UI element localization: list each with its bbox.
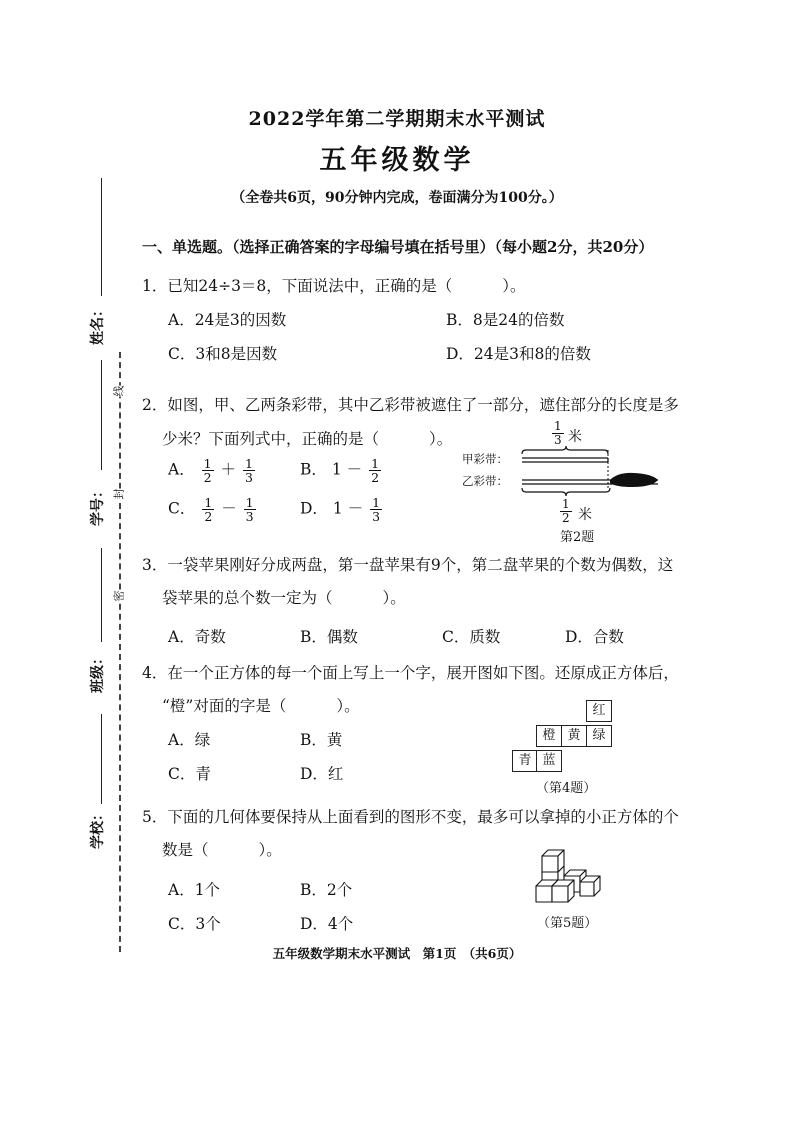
class-label: 班级： (90, 651, 106, 693)
question-5-line2 (162, 838, 282, 860)
cube-face (542, 856, 558, 872)
numerator: 1 (244, 456, 253, 471)
question-2-line2 (162, 427, 452, 449)
question-2-text: 少米？下面列式中，正确的是（ (162, 430, 380, 448)
q4-option-b[interactable]: B．黄 (300, 731, 343, 749)
q5-option-d[interactable]: D．4个 (300, 915, 354, 933)
question-5-text: 数是（ (162, 841, 209, 859)
q2-option-a[interactable] (168, 457, 257, 484)
net-cell-orange: 橙 (536, 725, 562, 747)
question-4-text: “橙”对面的字是（ (162, 697, 287, 715)
net-cell-blue: 蓝 (536, 750, 562, 772)
numerator: 1 (204, 495, 213, 510)
denominator: 3 (244, 470, 253, 485)
numerator: 1 (562, 497, 570, 511)
question-3-close: ）。 (382, 589, 406, 607)
fraction-third (244, 496, 256, 523)
denominator: 3 (245, 509, 254, 524)
ribbon-bottom-length (560, 498, 572, 525)
cube-face (552, 886, 568, 902)
question-3-line1: 3．一袋苹果刚好分成两盘，第一盘苹果有9个，第二盘苹果的个数为偶数，这 (142, 556, 674, 574)
option-letter: B． (300, 460, 327, 479)
question-4-close: ）。 (336, 697, 360, 715)
name-write-line (101, 178, 102, 296)
school-write-line (101, 714, 102, 804)
option-letter: A． (168, 460, 195, 479)
operator: ＋ (220, 460, 237, 479)
fraction-half (202, 496, 214, 523)
question-4-line1: 4．在一个正方体的每一个面上写上一个字，展开图如下图。还原成正方体后， (142, 664, 679, 682)
q1-option-a[interactable]: A．24是3的因数 (168, 311, 287, 329)
q2-option-d[interactable] (300, 496, 384, 523)
question-2-line1: 2．如图，甲、乙两条彩带，其中乙彩带被遮住了一部分，遮住部分的长度是多 (142, 396, 679, 414)
operand: 1 － (332, 499, 364, 518)
cube-face (536, 886, 552, 902)
q3-option-a[interactable]: A．奇数 (168, 628, 226, 646)
q4-option-c[interactable]: C．青 (168, 765, 211, 783)
page-footer: 五年级数学期末水平测试 第1页 （共6页） (272, 946, 522, 961)
denominator: 2 (203, 470, 212, 485)
numerator: 1 (203, 456, 212, 471)
numerator: 1 (371, 456, 380, 471)
student-id-write-line (101, 360, 102, 470)
section-heading: 一、单选题。（选择正确答案的字母编号填在括号里）（每小题2分，共20分） (142, 238, 654, 256)
student-id-label: 学号： (90, 484, 106, 526)
option-letter: D． (300, 499, 328, 518)
q3-option-d[interactable]: D．合数 (565, 628, 624, 646)
exam-title: 2022学年第二学期期末水平测试 (248, 108, 546, 130)
option-letter: C． (168, 499, 196, 518)
net-cell-yellow: 黄 (561, 725, 587, 747)
school-label: 学校： (90, 807, 106, 849)
fraction-third (243, 457, 255, 484)
q2-option-b[interactable] (300, 457, 383, 484)
class-write-line (101, 548, 102, 642)
question-1-stem (142, 274, 526, 296)
fraction-half (369, 457, 381, 484)
question-5-close: ）。 (258, 841, 282, 859)
name-label: 姓名： (90, 303, 106, 345)
cube-net (512, 700, 612, 774)
q3-option-c[interactable]: C．质数 (442, 628, 501, 646)
numerator: 1 (554, 419, 562, 433)
q2-figure (462, 420, 672, 545)
exam-instructions: （全卷共6页，90分钟内完成，卷面满分为100分。） (231, 190, 563, 206)
q2-figure-caption: 第2题 (560, 530, 595, 545)
subject-title: 五年级数学 (319, 145, 475, 176)
fraction-half (202, 457, 214, 484)
ribbon-cover-blot (610, 473, 658, 487)
ribbon-jia-label: 甲彩带： (462, 452, 508, 466)
denominator: 3 (372, 509, 381, 524)
question-5-line1: 5．下面的几何体要保持从上面看到的图形不变，最多可以拿掉的小正方体的个 (142, 808, 679, 826)
question-3-line2 (162, 586, 406, 608)
q3-option-b[interactable]: B．偶数 (300, 628, 358, 646)
seal-line-char-xian: 线 (112, 385, 126, 397)
ribbon-top-brace (522, 446, 608, 454)
question-1-text: 1．已知24÷3＝8，下面说法中，正确的是（ (142, 277, 453, 295)
denominator: 2 (204, 509, 213, 524)
net-cell-cyan: 青 (512, 750, 538, 772)
net-cell-green: 绿 (586, 725, 612, 747)
question-3-text: 袋苹果的总个数一定为（ (162, 589, 333, 607)
ribbon-top-unit: 米 (568, 429, 582, 445)
ribbon-bottom-brace (522, 488, 610, 496)
q5-figure-caption: （第5题） (537, 916, 598, 931)
numerator: 1 (372, 495, 381, 510)
operator: － (221, 499, 237, 518)
q5-option-a[interactable]: A．1个 (168, 881, 221, 899)
ribbon-bottom-unit: 米 (578, 507, 592, 523)
denominator: 3 (554, 433, 562, 447)
question-4-line2 (162, 694, 360, 716)
q4-option-a[interactable]: A．绿 (168, 731, 211, 749)
question-1-close: ）。 (502, 277, 526, 295)
q1-option-c[interactable]: C．3和8是因数 (168, 345, 278, 363)
q5-option-b[interactable]: B．2个 (300, 881, 353, 899)
numerator: 1 (245, 495, 254, 510)
fraction-third (370, 496, 382, 523)
q1-option-b[interactable]: B．8是24的倍数 (446, 311, 565, 329)
seal-cut-line (119, 352, 121, 952)
q4-figure-caption: （第4题） (536, 781, 597, 796)
q2-option-c[interactable] (168, 496, 258, 523)
seal-line-char-feng: 封 (112, 488, 126, 500)
cube-stack-figure (528, 842, 608, 910)
denominator: 2 (562, 511, 570, 525)
cube-face (580, 882, 594, 896)
question-2-close: ）。 (429, 430, 453, 448)
net-cell-red: 红 (586, 700, 612, 722)
q5-option-c[interactable]: C．3个 (168, 915, 221, 933)
ribbon-yi-label: 乙彩带： (462, 474, 508, 488)
q4-option-d[interactable]: D．红 (300, 765, 344, 783)
denominator: 2 (371, 470, 380, 485)
q1-option-d[interactable]: D．24是3和8的倍数 (446, 345, 591, 363)
seal-line-char-mi: 密 (112, 590, 126, 602)
operand: 1 － (331, 460, 363, 479)
